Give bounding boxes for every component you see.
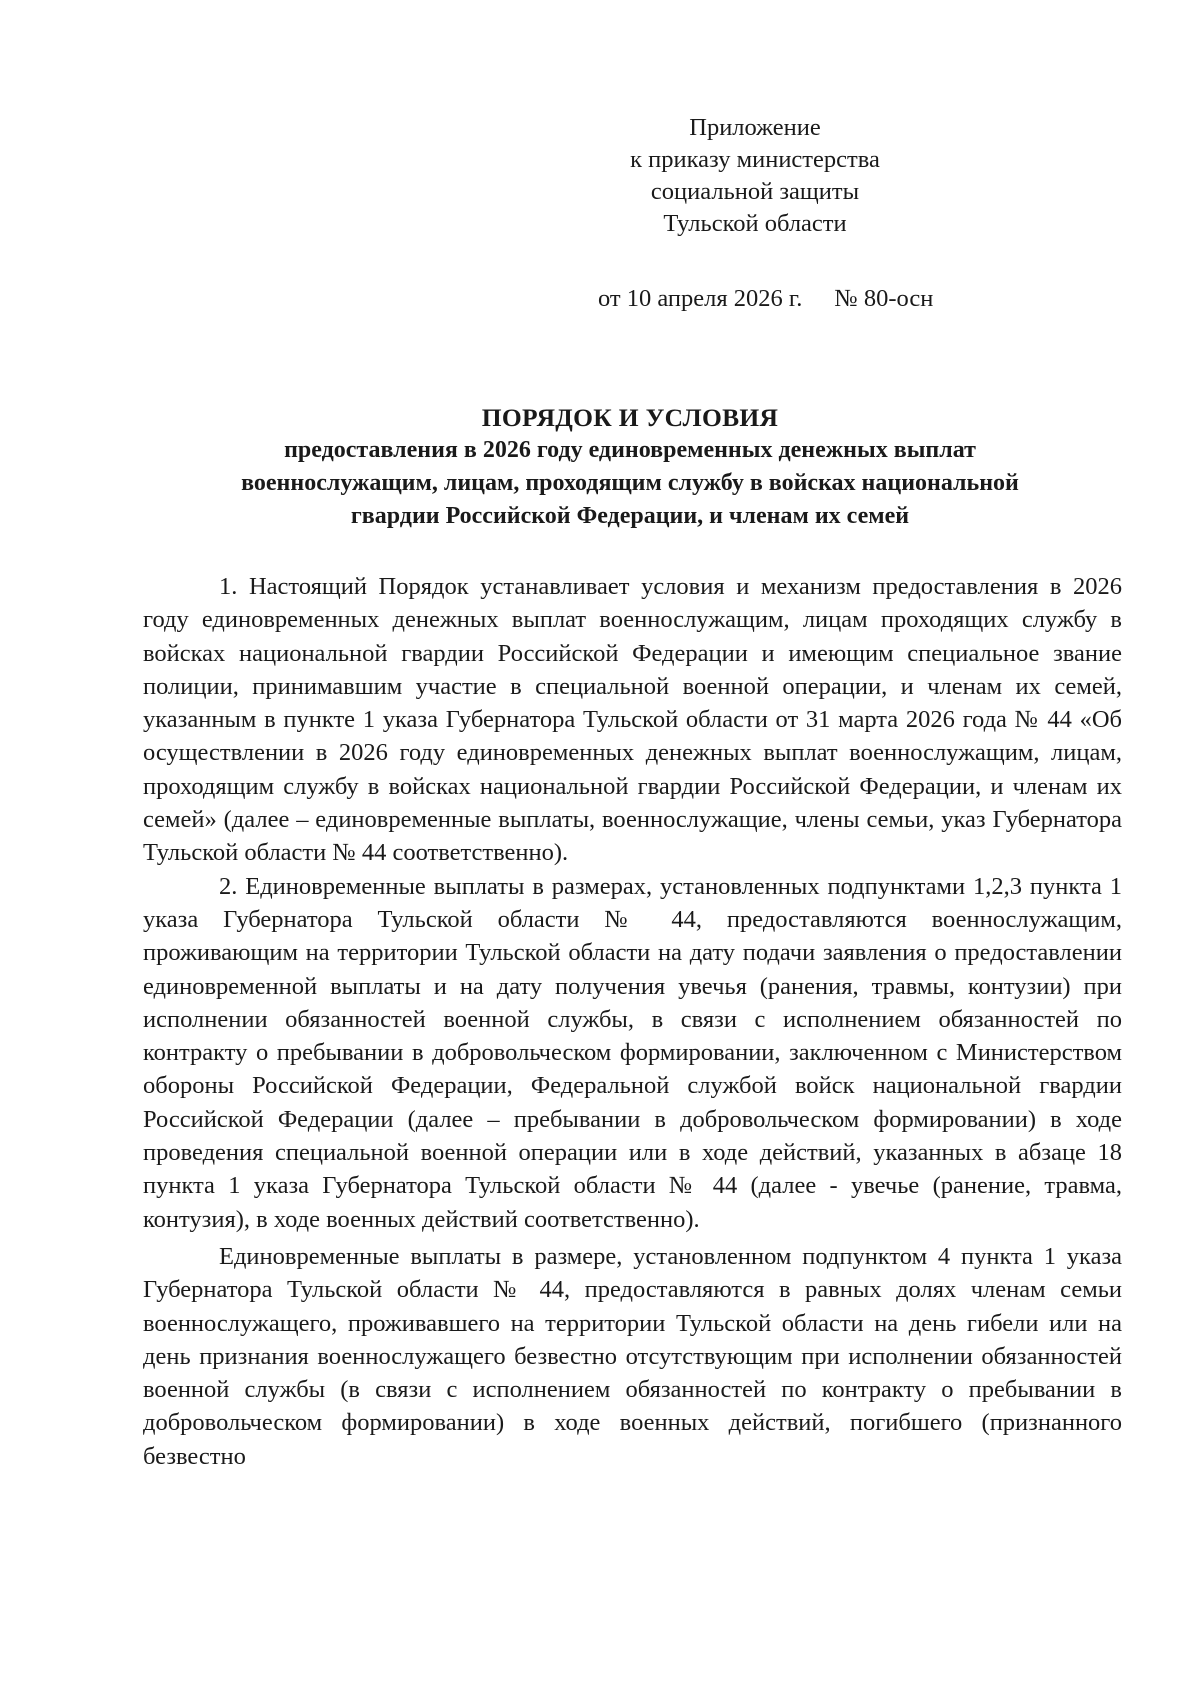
appendix-header — [560, 112, 950, 240]
appendix-line: к приказу министерства — [630, 146, 880, 173]
appendix-line: социальной защиты — [650, 178, 860, 205]
title-sub-line: гвардии Российской Федерации, и членам их семей — [350, 503, 910, 529]
title-main: ПОРЯДОК И УСЛОВИЯ — [481, 403, 779, 432]
order-date: от 10 апреля 2026 г. — [598, 285, 803, 312]
appendix-line: Приложение — [689, 114, 821, 141]
paragraph: 2. Единовременные выплаты в размерах, установленных подпунктами 1,2,3 пункта 1 указа Губернатора Тульской области № 44, предоставляются военнослужащим, проживающим на территории Тульской области на дату подачи заявления о предоставлении единовременной выплаты и на дату получения увечья (ранения, травмы, контузии) при исполнении обязанностей военной службы, в связи с исполнением обязанностей по контракту о пребывании в добровольческом формировании, заключенном с Министерством обороны Российской Федерации, Федеральной службой войск национальной гвардии Российской Федерации (далее – пребывании в добровольческом формировании) в ходе проведения специальной военной операции или в ходе действий, указанных в абзаце 18 пункта 1 указа Губернатора Тульской области № 44 (далее - увечье (ранение, травма, контузия), в ходе военных действий соответственно). — [143, 872, 1122, 1233]
order-date-number — [598, 283, 933, 315]
order-number: № 80-осн — [834, 285, 934, 312]
document-title — [140, 402, 1120, 533]
title-sub-line: военнослужащим, лицам, проходящим службу в войсках национальной — [241, 470, 1019, 496]
paragraph: Единовременные выплаты в размере, установленном подпунктом 4 пункта 1 указа Губернатора Тульской области № 44, предоставляются в равных долях членам семьи военнослужащего, проживавшего на территории Тульской области на день гибели или на день признания военнослужащего безвестно отсутствующим при исполнении обязанностей военной службы (в связи с исполнением обязанностей по контракту о пребывании в добровольческом формировании) в ходе военных действий, погибшего (признанного безвестно — [143, 1242, 1122, 1470]
title-sub-line: предоставления в 2026 году единовременных денежных выплат — [284, 437, 976, 463]
document-body — [143, 570, 1122, 1473]
paragraph: 1. Настоящий Порядок устанавливает условия и механизм предоставления в 2026 году единовременных денежных выплат военнослужащим, лицам проходящих службу в войсках национальной гвардии Российской Федерации и имеющим специальное звание полиции, принимавшим участие в специальной военной операции, и членам их семей, указанным в пункте 1 указа Губернатора Тульской области от 31 марта 2026 года № 44 «Об осуществлении в 2026 году единовременных денежных выплат военнослужащим, лицам, проходящим службу в войсках национальной гвардии Российской Федерации, и членам их семей» (далее – единовременные выплаты, военнослужащие, члены семьи, указ Губернатора Тульской области № 44 соответственно). — [143, 573, 1122, 867]
appendix-line: Тульской области — [663, 210, 847, 237]
